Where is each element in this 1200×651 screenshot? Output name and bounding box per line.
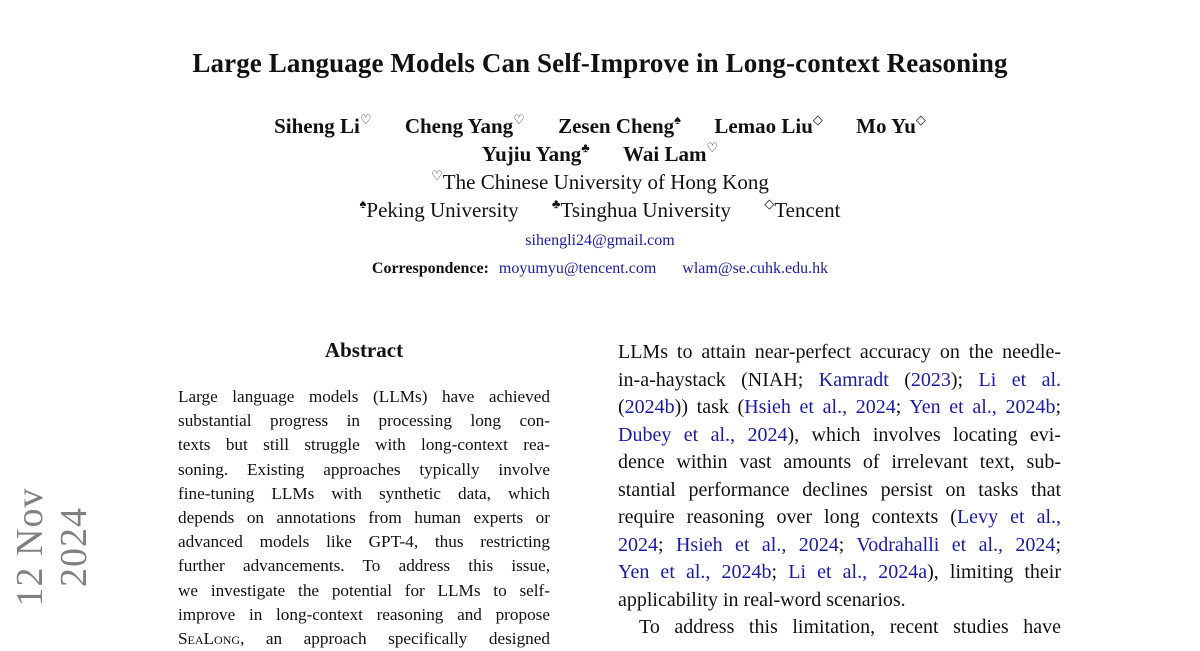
arxiv-date-stamp: 12 Nov 2024 <box>9 487 95 607</box>
correspondence-email-1[interactable]: moyumyu@tencent.com <box>498 260 657 277</box>
citation-link[interactable]: Vodrahalli et al., 2024 <box>856 533 1056 556</box>
author-6: Yujiu Yang♣ <box>481 140 590 166</box>
paper-title: Large Language Models Can Self-Improve in Long-context Reasoning <box>192 48 1008 78</box>
abstract-line: soning. Existing approaches typically involve <box>178 459 550 479</box>
body-line: stantial performance declines persist on tasks that <box>618 478 1061 501</box>
body-line: 2024; Hsieh et al., 2024; Vodrahalli et al., 2024; <box>618 533 1061 556</box>
abstract-line: fine-tuning LLMs with synthetic data, which <box>178 483 550 503</box>
body-line: Yen et al., 2024b; Li et al., 2024a), limiting their <box>618 561 1061 583</box>
author-5: Mo Yu◇ <box>856 112 926 138</box>
body-line: Dubey et al., 2024), which involves locating evi- <box>618 423 1062 446</box>
citation-link[interactable]: Dubey et al., 2024 <box>618 423 788 446</box>
contact-email-link[interactable]: sihengli24@gmail.com <box>525 232 675 249</box>
abstract-line: substantial progress in processing long con- <box>178 411 550 431</box>
abstract-line: advanced models like GPT-4, thus restricting <box>178 532 550 552</box>
body-line: (2024b)) task (Hsieh et al., 2024; Yen et al., 2024b; <box>618 396 1062 418</box>
abstract-line: SeaLong, an approach specifically designed <box>178 628 550 648</box>
correspondence-label: Correspondence: <box>371 260 489 277</box>
method-name: SeaLong <box>178 628 241 648</box>
body-line: To address this limitation, recent studies have <box>639 616 1061 638</box>
citation-link[interactable]: Li et al., 2024a <box>788 561 928 583</box>
author-4: Lemao Liu◇ <box>714 112 823 138</box>
contact-email-row <box>0 232 1200 250</box>
citation-link[interactable]: Hsieh et al., 2024 <box>675 533 839 556</box>
intro-text-column <box>618 339 1061 642</box>
abstract-line: texts but still struggle with long-context rea- <box>178 435 550 455</box>
affiliation-pku: ♠Peking University <box>359 196 519 222</box>
abstract-line: further advancements. To address this issue, <box>178 556 550 576</box>
citation-link[interactable]: Hsieh et al., 2024 <box>744 396 896 418</box>
abstract-body <box>178 385 550 651</box>
correspondence-email-2[interactable]: wlam@se.cuhk.edu.hk <box>682 260 829 277</box>
citation-link[interactable]: Yen et al., 2024b <box>618 561 772 583</box>
abstract-heading: Abstract <box>324 338 404 362</box>
body-line: require reasoning over long contexts (Levy et al., <box>618 506 1061 528</box>
citation-link[interactable]: Yen et al., 2024b <box>909 396 1056 418</box>
body-line: LLMs to attain near-perfect accuracy on the needle- <box>618 341 1061 363</box>
author-list-line-1 <box>0 114 1200 139</box>
citation-link[interactable]: 2024b <box>624 396 675 418</box>
affiliation-tsinghua: ♣Tsinghua University <box>551 196 732 222</box>
citation-link[interactable]: Li et al. <box>978 368 1062 391</box>
author-list-line-2 <box>0 142 1200 167</box>
citation-link[interactable]: Levy et al., <box>956 506 1061 528</box>
author-1: Siheng Li♡ <box>274 112 372 138</box>
body-line: in-a-haystack (NIAH; Kamradt (2023); Li et al. <box>618 368 1062 391</box>
body-line: dence within vast amounts of irrelevant text, sub- <box>618 451 1061 473</box>
affiliation-cuhk: ♡The Chinese University of Hong Kong <box>431 168 769 194</box>
affiliation-line-2 <box>0 198 1200 223</box>
author-3: Zesen Cheng♠ <box>558 112 682 138</box>
affiliation-line-1 <box>0 170 1200 195</box>
abstract-line: we investigate the potential for LLMs to self- <box>178 580 550 600</box>
affiliation-tencent: ◇Tencent <box>764 196 841 222</box>
citation-link[interactable]: 2023 <box>910 368 951 391</box>
citation-link[interactable]: Kamradt <box>818 368 889 391</box>
correspondence-row <box>0 260 1200 278</box>
abstract-line: improve in long-context reasoning and propose <box>178 604 550 624</box>
abstract-line: depends on annotations from human experts or <box>178 507 550 527</box>
author-7: Wai Lam♡ <box>623 140 719 166</box>
citation-link[interactable]: 2024 <box>618 533 658 556</box>
author-2: Cheng Yang♡ <box>404 112 525 138</box>
abstract-line: Large language models (LLMs) have achieved <box>178 387 550 406</box>
body-line: applicability in real-word scenarios. <box>618 588 906 611</box>
